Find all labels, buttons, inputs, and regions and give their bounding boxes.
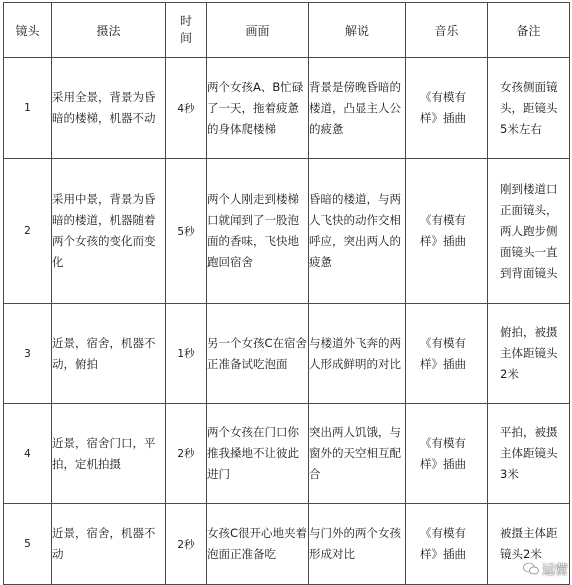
cell-music: 《有模有样》插曲 [406,159,488,304]
cell-time: 5秒 [166,159,207,304]
table-row [4,159,570,304]
cell-shot: 5 [4,504,52,585]
cell-time: 4秒 [166,58,207,159]
cell-method: 采用全景，背景为昏暗的楼梯，机器不动 [52,58,166,159]
watermark [523,559,568,578]
header-picture: 画面 [207,3,309,58]
storyboard-table [3,2,570,585]
cell-picture: 女孩C很开心地夹着泡面正准备吃 [207,504,309,585]
cell-method: 近景，宿舍，机器不动 [52,504,166,585]
cell-narration: 背景是傍晚昏暗的楼道，凸显主人公的疲惫 [309,58,406,159]
cell-notes: 俯拍，被摄主体距镜头2米 [488,304,570,404]
cell-time: 2秒 [166,504,207,585]
table-row [4,58,570,159]
wechat-icon [523,562,539,575]
header-method: 摄法 [52,3,166,58]
cell-narration: 与门外的两个女孩形成对比 [309,504,406,585]
cell-picture: 两个人刚走到楼梯口就闻到了一股泡面的香味，飞快地跑回宿舍 [207,159,309,304]
cell-narration: 昏暗的楼道，与两人飞快的动作交相呼应，突出两人的疲惫 [309,159,406,304]
table-row [4,304,570,404]
cell-picture: 两个女孩A、B忙碌了一天，拖着疲惫的身体爬楼梯 [207,58,309,159]
cell-music: 《有模有样》插曲 [406,304,488,404]
header-music: 音乐 [406,3,488,58]
table-row [4,504,570,585]
cell-notes: 被摄主体距镜头2米 [488,504,570,585]
cell-shot: 2 [4,159,52,304]
cell-notes: 女孩侧面镜头，距镜头5米左右 [488,58,570,159]
cell-narration: 与楼道外飞奔的两人形成鲜明的对比 [309,304,406,404]
cell-shot: 1 [4,58,52,159]
cell-method: 近景，宿舍，机器不动，俯拍 [52,304,166,404]
cell-notes: 刚到楼道口正面镜头，两人跑步侧面镜头一直到背面镜头 [488,159,570,304]
cell-time: 1秒 [166,304,207,404]
cell-method: 近景，宿舍门口，平拍，定机拍摄 [52,404,166,504]
header-time: 时间 [166,3,207,58]
cell-notes: 平拍，被摄主体距镜头3米 [488,404,570,504]
cell-music: 《有模有样》插曲 [406,58,488,159]
cell-picture: 另一个女孩C在宿舍正准备试吃泡面 [207,304,309,404]
header-notes: 备注 [488,3,570,58]
watermark-text: 运营 [541,563,568,578]
cell-method: 采用中景，背景为昏暗的楼道，机器随着两个女孩的变化而变化 [52,159,166,304]
cell-narration: 突出两人饥饿，与窗外的天空相互配合 [309,404,406,504]
cell-time: 2秒 [166,404,207,504]
cell-music: 《有模有样》插曲 [406,504,488,585]
header-row [4,3,570,58]
header-shot: 镜头 [4,3,52,58]
header-narration: 解说 [309,3,406,58]
cell-picture: 两个女孩在门口你推我搡地不让彼此进门 [207,404,309,504]
cell-shot: 4 [4,404,52,504]
cell-shot: 3 [4,304,52,404]
cell-music: 《有模有样》插曲 [406,404,488,504]
table-row [4,404,570,504]
